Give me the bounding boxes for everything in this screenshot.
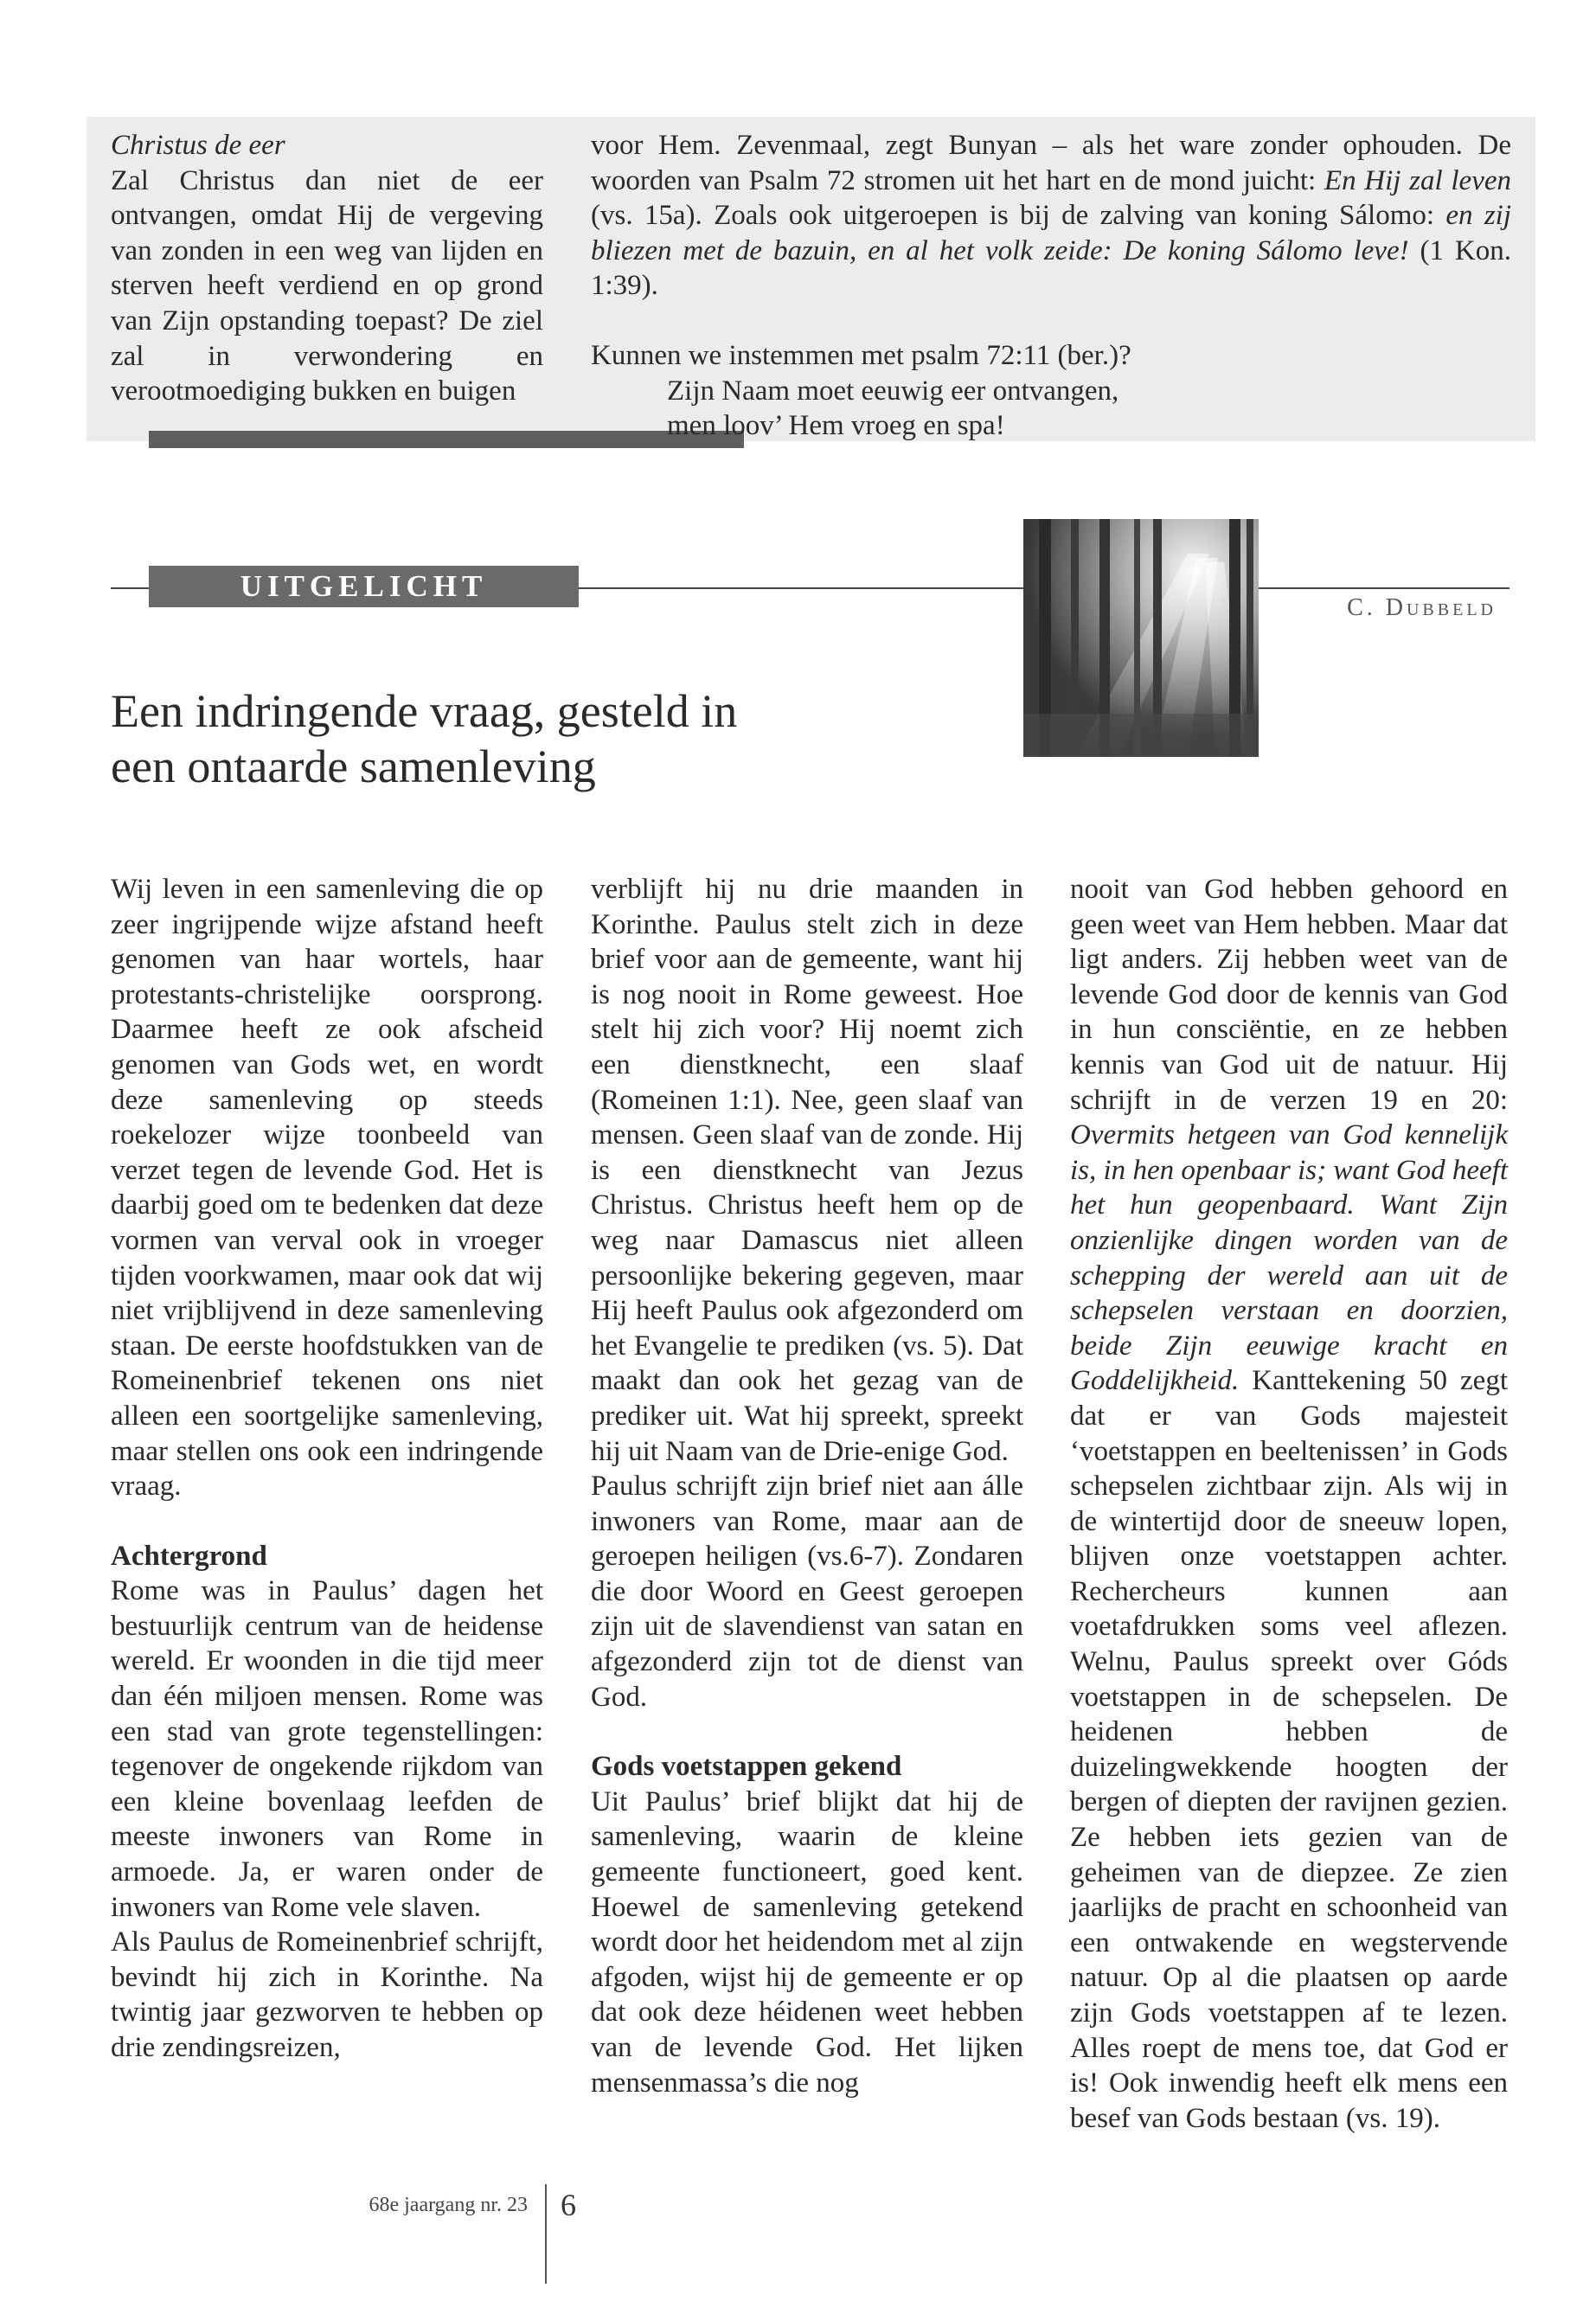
subheading-achtergrond: Achtergrond [111,1540,267,1572]
article-column-1 [111,872,543,2066]
page-number: 6 [561,2188,576,2222]
quote-text: (vs. 15a). Zoals ook uitgeroepen is bij de zalving van koning Sálomo: [591,200,1446,232]
quote-box-right-column [591,128,1511,444]
article-column-2 [591,872,1023,2100]
quote-box-paragraph [591,128,1511,304]
forest-photo [1023,519,1259,757]
article-headline [111,683,976,794]
author-name: C. Dubbeld [1347,594,1497,621]
quote-italic: En Hij zal leven [1324,164,1511,196]
paragraph: verblijft hij nu drie maanden in Korinthe. Paulus stelt zich in deze brief voor aan de gemeente, want hij is nog nooit in Rome geweest. Hoe stelt hij zich voor? Hij noemt zich een dienstknecht, een slaaf (Romeinen 1:1). Nee, geen slaaf van mensen. Geen slaaf van de zonde. Hij is een dienstknecht van Jezus Christus. Christus heeft hem op de weg naar Damascus niet alleen persoonlijke bekering gegeven, maar Hij heeft Paulus ook afgezonderd om het Evangelie te prediken (vs. 5). Dat maakt dan ook het gezag van de prediker uit. Wat hij spreekt, spreekt hij uit Naam van de Drie-enige God. [591,874,1023,1467]
verse-line-1: Zijn Naam moet eeuwig eer ontvangen, [667,375,1119,407]
forest-image [1023,519,1259,757]
paragraph: Als Paulus de Romeinenbrief schrijft, bevindt hij zich in Korinthe. Na twintig jaar gezworven te hebben op drie zendingsreizen, [111,1926,543,2063]
headline-line-2: een ontaarde samenleving [111,740,596,792]
text: Kanttekening 50 zegt dat er van Gods majesteit ‘voetstappen en beeltenissen’ in Gods schepselen zichtbaar zijn. Als wij in de wintertijd door de sneeuw lopen, blijven onze voetstappen achter. Rechercheurs kunnen aan voetafdrukken soms veel aflezen. Welnu, Paulus spreekt over Góds voetstappen in de schepselen. De heidenen hebben de duizelingwekkende hoogten der bergen of diepten der ravijnen gezien. Ze hebben iets gezien van de geheimen van de diepzee. Ze zien jaarlijks de pracht en schoonheid van een ontwakende en wegstervende natuur. Op al die plaatsen op aarde zijn Gods voetstappen af te lezen. Alles roept de mens toe, dat God er is! Ook inwendig heeft elk mens een besef van Gods bestaan (vs. 19). [1070,1365,1508,2134]
verse-line-2: men loov’ Hem vroeg en spa! [667,410,1005,442]
quote-box-left-text: Zal Christus dan niet de eer ontvangen, omdat Hij de vergeving van zonden in een weg van lijden en sterven heeft verdiend en op grond van Zijn opstanding toepast? De ziel zal in verwondering en verootmoediging bukken en buigen [111,164,543,407]
paragraph: Wij leven in een samenleving die op zeer ingrijpende wijze afstand heeft genomen van haar wortels, haar protestants-christelijke oorsprong. Daarmee heeft ze ook afscheid genomen van Gods wet, en wordt deze samenleving op steeds roekelozer wijze toonbeeld van verzet tegen de levende God. Het is daarbij goed om te bedenken dat deze vormen van verval ook in vroeger tijden voorkwamen, maar ook dat wij niet vrijblijvend in deze samenleving staan. De eerste hoofdstukken van de Romeinenbrief tekenen ons niet alleen een soortgelijke samenleving, maar stellen ons ook een indringende vraag. [111,874,543,1503]
article-column-3 [1070,872,1508,2136]
quote-box-question: Kunnen we instemmen met psalm 72:11 (ber.)? [591,339,1131,371]
quote-text: voor Hem. Zevenmaal, zegt Bunyan – als het ware zonder ophouden. De woorden van Psalm 72 stromen uit het hart en de mond juicht: [591,130,1511,196]
paragraph [1070,872,1508,2136]
paragraph: Uit Paulus’ brief blijkt dat hij de samenleving, waarin de kleine gemeente functioneert, goed kent. Hoewel de samenleving getekend wordt door het heidendom met al zijn afgoden, wijst hij de gemeente er op dat ook deze héidenen weet hebben van de levende God. Het lijken mensenmassa’s die nog [591,1785,1023,2099]
quote-box-heading: Christus de eer [111,130,285,161]
section-label: UITGELICHT [149,566,579,607]
quote-box-left-column [111,128,543,409]
paragraph: Paulus schrijft zijn brief niet aan álle inwoners van Rome, maar aan de geroepen heiligen (vs.6-7). Zondaren die door Woord en Geest geroepen zijn uit de slavendienst van satan en afgezonderd zijn tot de dienst van God. [591,1471,1023,1713]
quote-text: (1 Kon. 1:39). [591,234,1511,302]
headline-line-1: Een indringende vraag, gesteld in [111,685,738,737]
italic-quote: Overmits hetgeen van God kennelijk is, in hen openbaar is; want God heeft het hun geopenbaard. Want Zijn onzienlijke dingen worden van de schepping der wereld aan uit de schepselen verstaan en doorzien, beide Zijn eeuwige kracht en Goddelijkheid. [1070,1119,1508,1397]
subheading-gods-voetstappen: Gods voetstappen gekend [591,1751,902,1783]
issue-info: 68e jaargang nr. 23 [369,2194,528,2216]
paragraph: Rome was in Paulus’ dagen het bestuurlijk centrum van de heidense wereld. Er woonden in die tijd meer dan één miljoen mensen. Rome was een stad van grote tegenstellingen: tegenover de ongekende rijkdom van een kleine bovenlaag leefden de meeste inwoners van Rome in armoede. Ja, er waren onder de inwoners van Rome vele slaven. [111,1575,543,1923]
footer-rule [545,2184,547,2284]
header-rule-right [1259,587,1509,589]
text: nooit van God hebben gehoord en geen weet van Hem hebben. Maar dat ligt anders. Zij hebben weet van de levende God door de kennis van God in hun consciëntie, en ze hebben kennis van God uit de natuur. Hij schrijft in de verzen 19 en 20: [1070,874,1508,1116]
quote-italic: en zij bliezen met de bazuin, en al het volk zeide: De koning Sálomo leve! [591,200,1512,266]
